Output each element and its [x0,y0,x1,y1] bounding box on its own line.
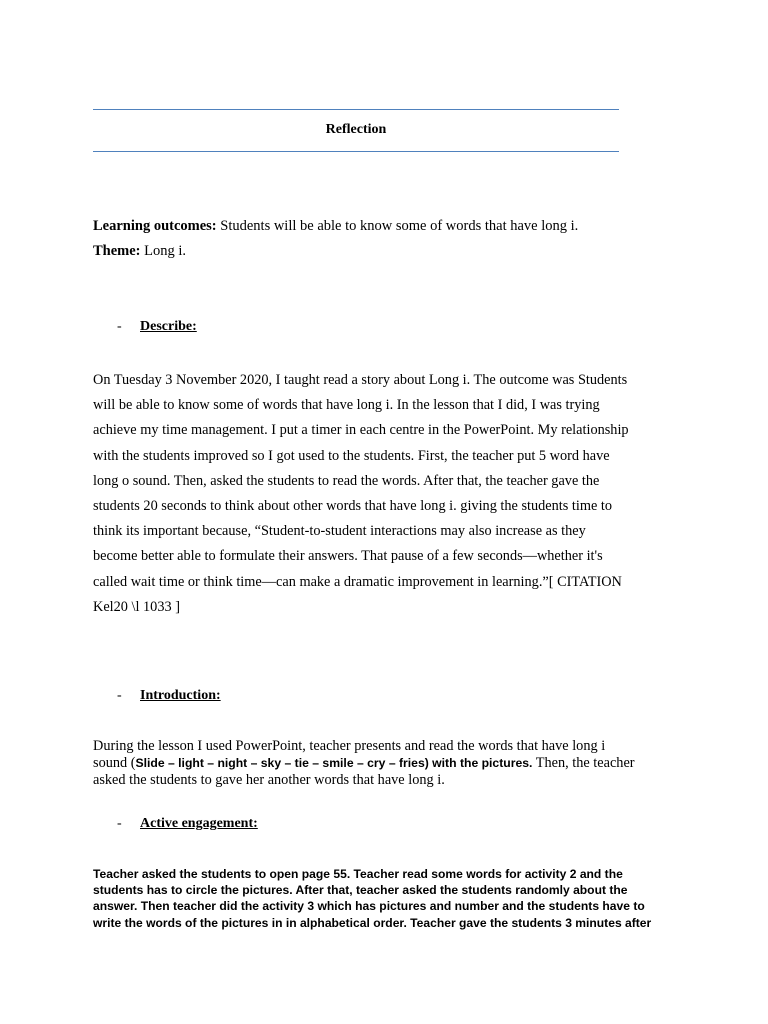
paragraph-line: with the students improved so I got used to the students. First, the teacher put 5 word have [93,447,610,464]
paragraph-line: long o sound. Then, asked the students to read the words. After that, the teacher gave the [93,472,600,489]
active-engagement-bullet: - [117,816,122,831]
describe-heading: Describe: [140,319,197,334]
paragraph-line: students 20 seconds to think about other words that have long i. giving the students time to [93,498,612,515]
learning-outcomes-text: Students will be able to know some of words that have long i. [220,218,579,234]
intro-word-list: Slide – light – night – sky – tie – smile – cry – fries) with the pictures. [135,756,533,770]
intro-line2-suffix: Then, the teacher [532,755,635,771]
title-rule-bottom [93,151,619,152]
introduction-bullet: - [117,688,122,703]
intro-line2-prefix: sound ( [93,755,136,771]
paragraph-line: On Tuesday 3 November 2020, I taught read a story about Long i. The outcome was Students [93,372,628,388]
describe-paragraph [93,368,683,620]
paragraph-line: achieve my time management. I put a timer in each centre in the PowerPoint. My relationship [93,422,629,439]
theme-label: Theme: [93,243,141,259]
page-title: Reflection [325,122,387,137]
theme-line [93,243,186,260]
paragraph-line: will be able to know some of words that have long i. In the lesson that I did, I was trying [93,397,600,414]
active-engagement-paragraph [93,866,651,931]
paragraph-line: become better able to formulate their answers. That pause of a few seconds—whether it's [93,548,603,565]
theme-text: Long i. [144,243,187,259]
paragraph-line: answer. Then teacher did the activity 3 which has pictures and number and the students have to [93,899,645,914]
paragraph-line: think its important because, “Student-to-student interactions may also increase as they [93,523,586,540]
title-rule-top [93,109,619,110]
learning-outcomes-line [93,218,578,235]
paragraph-line: Teacher asked the students to open page 55. Teacher read some words for activity 2 and the [93,867,623,881]
paragraph-line [93,755,683,772]
paragraph-line: students has to circle the pictures. After that, teacher asked the students randomly about the [93,883,628,898]
paragraph-line: During the lesson I used PowerPoint, teacher presents and read the words that have long i [93,738,606,754]
paragraph-line: Kel20 \l 1033 ] [93,598,180,615]
active-engagement-heading: Active engagement: [140,816,258,831]
learning-outcomes-label: Learning outcomes: [93,218,217,234]
paragraph-line: write the words of the pictures in in alphabetical order. Teacher gave the students 3 minutes after [93,915,652,930]
paragraph-line: called wait time or think time—can make a dramatic improvement in learning.”[ CITATION [93,573,622,590]
describe-bullet: - [117,319,122,334]
paragraph-line: asked the students to gave her another words that have long i. [93,772,445,788]
introduction-heading: Introduction: [140,688,221,703]
introduction-paragraph [93,738,683,789]
